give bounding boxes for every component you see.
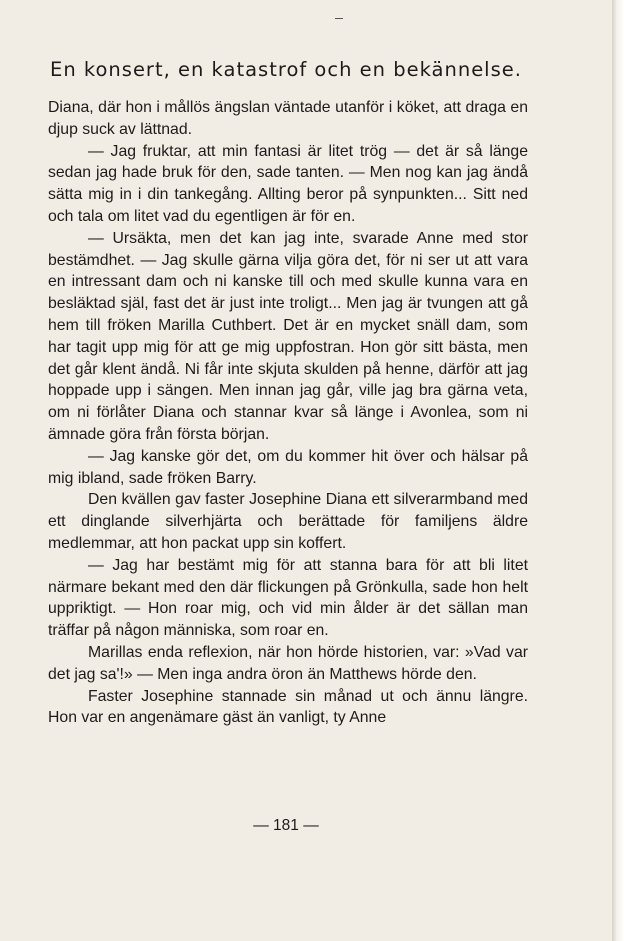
page-body — [48, 97, 528, 729]
paragraph-5: Den kvällen gav faster Josephine Diana ett silverarmband med ett dinglande silverhjärta och berättade för familjens äldre medlemmar, att hon packat upp sin koffert. — [48, 491, 528, 552]
paragraph-6: — Jag har bestämt mig för att stanna bara för att bli litet närmare bekant med den där flickungen på Grönkulla, sade hon helt uppriktigt. — Hon roar mig, och vid min ålder är det sällan man träffar på någon människa, som roar en. — [48, 556, 528, 640]
page-number: — 181 — — [253, 817, 319, 834]
paragraph-7: Marillas enda reflexion, när hon hörde historien, var: »Vad var det jag sa'!» — Men inga andra öron än Matthews hörde den. — [48, 643, 528, 683]
print-mark — [335, 18, 343, 19]
paragraph-3: — Ursäkta, men det kan jag inte, svarade Anne med stor bestämdhet. — Jag skulle gärna vilja göra det, för ni ser ut att vara en intressant dam och ni kanske till och med skulle kunna vara en besläktad själ, fast det är just inte troligt... Men jag är tvungen att gå hem till fröken Marilla Cuthbert. Det är en mycket snäll dam, som har tagit upp mig för att ge mig uppfostran. Hon gör sitt bästa, men det går klent ändå. Ni får inte skjuta skulden på henne, därför att jag hoppade upp i sängen. Men innan jag går, ville jag bra gärna veta, om ni förlåter Diana och stannar kvar så länge i Avonlea, som ni ämnade göra från första början. — [48, 229, 528, 443]
paragraph-8: Faster Josephine stannade sin månad ut och ännu längre. Hon var en angenämare gäst än vanligt, ty Anne — [48, 687, 528, 727]
chapter-title: En konsert, en katastrof och en bekännelse. — [50, 58, 522, 81]
paragraph-4: — Jag kanske gör det, om du kommer hit över och hälsar på mig ibland, sade fröken Barry. — [48, 447, 528, 487]
page-edge-shadow — [612, 0, 624, 941]
paragraph-2: — Jag fruktar, att min fantasi är litet trög — det är så länge sedan jag hade bruk för den, sade tanten. — Men nog kan jag ändå sätta mig in i din tankegång. Allting beror på synpunkten... Sitt ned och tala om litet vad du egentligen är för en. — [48, 142, 528, 225]
paragraph-1: Diana, där hon i mållös ängslan väntade utanför i köket, att draga en djup suck av lättnad. — [48, 99, 528, 138]
